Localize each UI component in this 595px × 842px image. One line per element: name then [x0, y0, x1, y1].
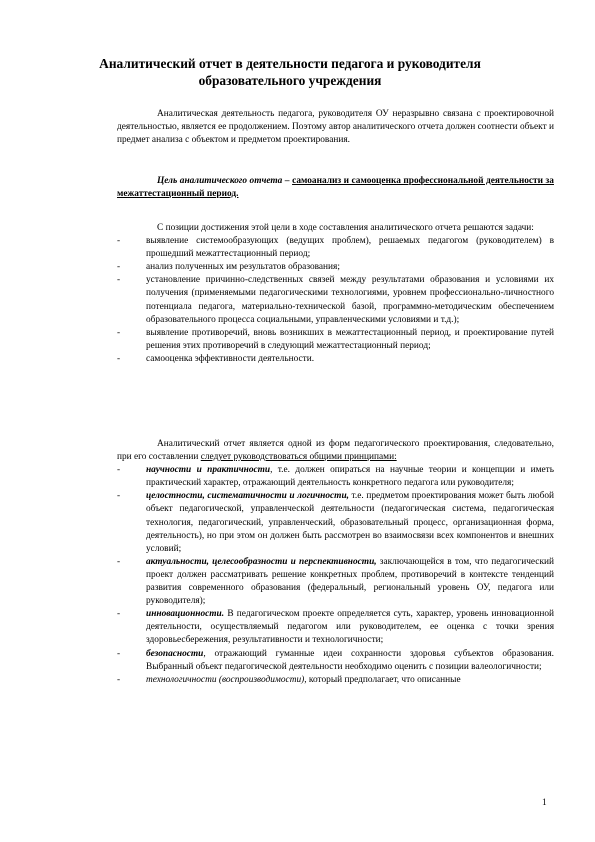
principles-intro-text: Аналитический отчет является одной из форм педагогического проектирования, следовательно, при его составлении [117, 439, 554, 463]
list-item: - выявление системообразующих (ведущих проблем), решаемых педагогом (руководителем) в прошедший межаттестационный период; [117, 235, 554, 261]
principles-intro-underlined: следует руководствоваться общими принципами: [200, 452, 397, 463]
goal-label: Цель аналитического отчета – [157, 176, 290, 186]
list-item: - установление причинно-следственных связей между результатами образования и условиями их получения (применяемыми педагогическими технологиями, уровнем профессионально-личностного потенциала педагога, материально-технической базой, программно-методическим обеспечением образовательного процесса социальными, управленческими условиями и т.д.); [117, 274, 554, 326]
tasks-intro: С позиции достижения этой цели в ходе составления аналитического отчета решаются задачи: [157, 223, 534, 233]
list-item [117, 648, 554, 674]
intro-paragraph [117, 108, 554, 147]
principle-text: , отражающий гуманные идеи сохранности здоровья субъектов образования. Выбранный объект педагогической деятельности необходимо оценить с позиции валеологичности; [146, 648, 554, 672]
page-number: 1 [542, 798, 547, 808]
principle-term: технологичности (воспроизводимости), [146, 674, 307, 685]
principle-text: который предполагает, что описанные [306, 674, 461, 685]
principle-text: т.е. предметом проектирования может быть любой объект педагогической, управленческой деятельности (педагогическая система, педагогическая технология, педагогический, управленческий, образовательный процесс, организационная форма, деятельность), но при этом он должен быть рассмотрен во взаимосвязи всех компонентов и внешних условий; [146, 491, 554, 554]
principle-term: целостности, систематичности и логичности, [146, 491, 349, 502]
tasks-list [117, 235, 554, 366]
list-item: - анализ полученных им результатов образования; [117, 261, 554, 274]
principle-text: заключающейся в том, что педагогический проект должен рассматривать решение конкретных проблем, противоречий в контексте тенденций развития современного образования (федеральный, региональный уровень ОУ, педагога или руководителя); [146, 556, 554, 607]
list-item [117, 490, 554, 555]
principle-term: актуальности, целесообразности и перспективности, [146, 556, 377, 567]
principles-intro [117, 438, 554, 464]
principle-text: , т.е. должен опираться на научные теории и концепции и иметь практический характер, отражающий деятельность конкретного педагога или руководителя; [146, 465, 554, 489]
goal-text: самоанализ и самооценка профессиональной деятельности за межаттестационный период. [117, 176, 554, 200]
principles-section [117, 438, 554, 687]
list-item: - самооценка эффективности деятельности. [117, 353, 554, 366]
list-item: - выявление противоречий, вновь возникших в межаттестационный период, и проектирование путей решения этих противоречий в следующий межаттестационный период; [117, 327, 554, 353]
goal-paragraph [117, 175, 554, 201]
list-item [117, 556, 554, 608]
principle-term: научности и практичности [146, 465, 271, 476]
tasks-section [117, 222, 554, 366]
list-item [117, 674, 554, 687]
intro-text: Аналитическая деятельность педагога, руководителя ОУ неразрывно связана с проектировочной деятельностью, является ее продолжением. Поэтому автор аналитического отчета должен соотнести объект и предмет анализа с объектом и предметом проектирования. [117, 109, 554, 146]
principle-term: инновационности. [146, 609, 225, 620]
principles-list [117, 464, 554, 687]
principle-term: безопасности [146, 648, 204, 659]
document-title: Аналитический отчет в деятельности педагога и руководителя образовательного учреждения [99, 56, 481, 88]
list-item [117, 464, 554, 490]
principle-text: В педагогическом проекте определяется суть, характер, уровень инновационной деятельности, осуществляемый педагогом или руководителем, ее оценка с точки зрения здоровьесбережения, результативности и технологичности; [146, 609, 554, 646]
list-item [117, 608, 554, 647]
